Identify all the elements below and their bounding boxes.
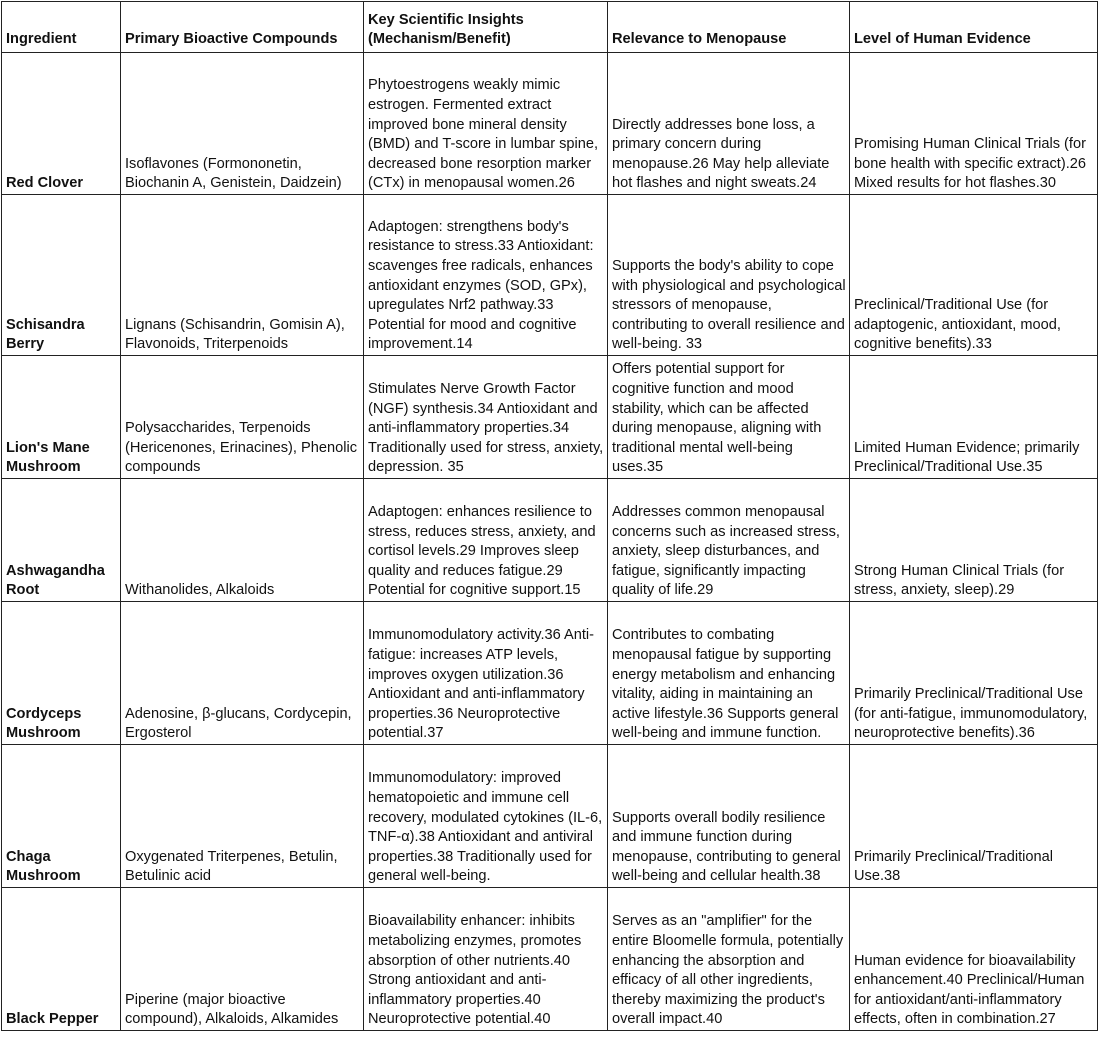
ingredient-cell: Schisandra Berry bbox=[2, 195, 121, 356]
insights-cell: Stimulates Nerve Growth Factor (NGF) synthesis.34 Antioxidant and anti-inflammatory properties.34 Traditionally used for stress, anxiety, depression. 35 bbox=[364, 356, 608, 479]
table-row bbox=[2, 356, 1098, 479]
evidence-cell: Primarily Preclinical/Traditional Use (for anti-fatigue, immunomodulatory, neuroprotective benefits).36 bbox=[850, 602, 1098, 745]
ingredient-cell: Red Clover bbox=[2, 53, 121, 195]
ingredients-table bbox=[1, 1, 1098, 1031]
insights-cell: Phytoestrogens weakly mimic estrogen. Fermented extract improved bone mineral density (BMD) and T-score in lumbar spine, decreased bone resorption marker (CTx) in menopausal women.26 bbox=[364, 53, 608, 195]
evidence-cell: Strong Human Clinical Trials (for stress, anxiety, sleep).29 bbox=[850, 479, 1098, 602]
insights-cell: Adaptogen: strengthens body's resistance to stress.33 Antioxidant: scavenges free radicals, enhances antioxidant enzymes (SOD, GPx), upregulates Nrf2 pathway.33 Potential for mood and cognitive improvement.14 bbox=[364, 195, 608, 356]
table-row bbox=[2, 888, 1098, 1031]
relevance-cell: Serves as an "amplifier" for the entire Bloomelle formula, potentially enhancing the absorption and efficacy of all other ingredients, thereby maximizing the product's overall impact.40 bbox=[608, 888, 850, 1031]
relevance-cell: Supports overall bodily resilience and immune function during menopause, contributing to general well-being and cellular health.38 bbox=[608, 745, 850, 888]
ingredient-cell: Black Pepper bbox=[2, 888, 121, 1031]
header-compounds: Primary Bioactive Compounds bbox=[121, 2, 364, 53]
insights-cell: Bioavailability enhancer: inhibits metabolizing enzymes, promotes absorption of other nutrients.40 Strong antioxidant and anti-inflammatory properties.40 Neuroprotective potential.40 bbox=[364, 888, 608, 1031]
insights-cell: Immunomodulatory activity.36 Anti-fatigue: increases ATP levels, improves oxygen utilization.36 Antioxidant and anti-inflammatory properties.36 Neuroprotective potential.37 bbox=[364, 602, 608, 745]
ingredient-cell: Ashwagandha Root bbox=[2, 479, 121, 602]
header-insights: Key Scientific Insights (Mechanism/Benefit) bbox=[364, 2, 608, 53]
relevance-cell: Supports the body's ability to cope with physiological and psychological stressors of menopause, contributing to overall resilience and well-being. 33 bbox=[608, 195, 850, 356]
table-header-row bbox=[2, 2, 1098, 53]
evidence-cell: Primarily Preclinical/Traditional Use.38 bbox=[850, 745, 1098, 888]
compounds-cell: Lignans (Schisandrin, Gomisin A), Flavonoids, Triterpenoids bbox=[121, 195, 364, 356]
insights-cell: Adaptogen: enhances resilience to stress, reduces stress, anxiety, and cortisol levels.29 Improves sleep quality and reduces fatigue.29 Potential for cognitive support.15 bbox=[364, 479, 608, 602]
table-row bbox=[2, 745, 1098, 888]
table-row bbox=[2, 53, 1098, 195]
ingredient-cell: Lion's Mane Mushroom bbox=[2, 356, 121, 479]
table-row bbox=[2, 195, 1098, 356]
insights-cell: Immunomodulatory: improved hematopoietic and immune cell recovery, modulated cytokines (IL-6, TNF-α).38 Antioxidant and antiviral properties.38 Traditionally used for general well-being. bbox=[364, 745, 608, 888]
compounds-cell: Oxygenated Triterpenes, Betulin, Betulinic acid bbox=[121, 745, 364, 888]
table-row bbox=[2, 602, 1098, 745]
header-ingredient: Ingredient bbox=[2, 2, 121, 53]
header-relevance: Relevance to Menopause bbox=[608, 2, 850, 53]
ingredient-cell: Cordyceps Mushroom bbox=[2, 602, 121, 745]
evidence-cell: Promising Human Clinical Trials (for bone health with specific extract).26 Mixed results for hot flashes.30 bbox=[850, 53, 1098, 195]
compounds-cell: Polysaccharides, Terpenoids (Hericenones, Erinacines), Phenolic compounds bbox=[121, 356, 364, 479]
header-evidence: Level of Human Evidence bbox=[850, 2, 1098, 53]
compounds-cell: Isoflavones (Formononetin, Biochanin A, Genistein, Daidzein) bbox=[121, 53, 364, 195]
relevance-cell: Addresses common menopausal concerns such as increased stress, anxiety, sleep disturbances, and fatigue, significantly impacting quality of life.29 bbox=[608, 479, 850, 602]
relevance-cell: Offers potential support for cognitive function and mood stability, which can be affected during menopause, aligning with traditional mental well-being uses.35 bbox=[608, 356, 850, 479]
evidence-cell: Human evidence for bioavailability enhancement.40 Preclinical/Human for antioxidant/anti-inflammatory effects, often in combination.27 bbox=[850, 888, 1098, 1031]
compounds-cell: Withanolides, Alkaloids bbox=[121, 479, 364, 602]
ingredient-cell: Chaga Mushroom bbox=[2, 745, 121, 888]
relevance-cell: Contributes to combating menopausal fatigue by supporting energy metabolism and enhancing vitality, aiding in maintaining an active lifestyle.36 Supports general well-being and immune function. bbox=[608, 602, 850, 745]
compounds-cell: Piperine (major bioactive compound), Alkaloids, Alkamides bbox=[121, 888, 364, 1031]
table-row bbox=[2, 479, 1098, 602]
relevance-cell: Directly addresses bone loss, a primary concern during menopause.26 May help alleviate hot flashes and night sweats.24 bbox=[608, 53, 850, 195]
evidence-cell: Limited Human Evidence; primarily Preclinical/Traditional Use.35 bbox=[850, 356, 1098, 479]
compounds-cell: Adenosine, β-glucans, Cordycepin, Ergosterol bbox=[121, 602, 364, 745]
evidence-cell: Preclinical/Traditional Use (for adaptogenic, antioxidant, mood, cognitive benefits).33 bbox=[850, 195, 1098, 356]
